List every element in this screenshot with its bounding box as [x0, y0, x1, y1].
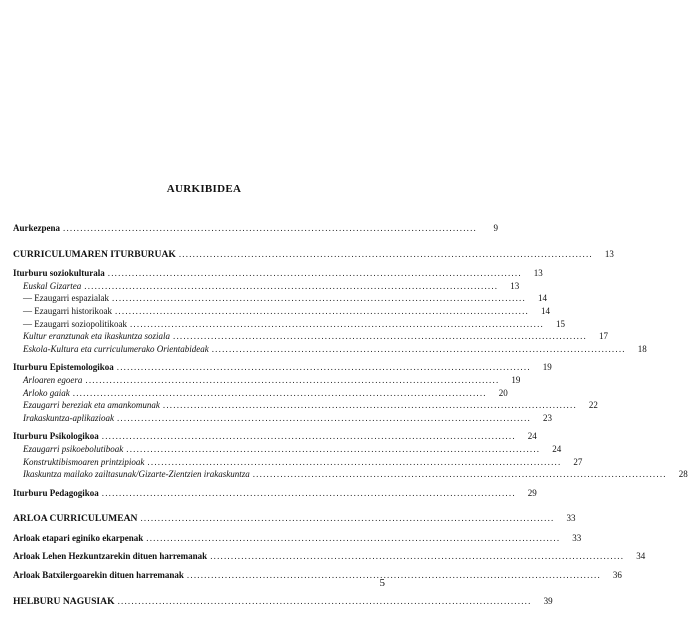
- toc-entry-label: — Ezaugarri espazialak: [23, 293, 109, 304]
- toc-entry-label: — Ezaugarri historikoak: [23, 305, 112, 316]
- leader-dots: ........................................................................................................................: [85, 374, 500, 385]
- toc-entry-label: Euskal Gizartea: [23, 280, 82, 291]
- toc-entry[interactable]: [13, 248, 614, 262]
- toc-entry-page: 15: [555, 318, 565, 329]
- leader-dots: ........................................................................................................................: [63, 223, 477, 233]
- toc-entry[interactable]: [13, 399, 598, 412]
- leader-dots: ........................................................................................................................: [72, 387, 487, 398]
- toc-entry-label: Ikaskuntza mailako zailtasunak/Gizarte-Zientzien irakaskuntza: [23, 469, 250, 480]
- leader-dots: ........................................................................................................................: [84, 280, 499, 291]
- toc-entry-label: Arloaren egoera: [23, 374, 83, 385]
- toc-entry-label: Irakaskuntza-aplikazioak: [23, 412, 114, 423]
- toc-entry-page: 13: [533, 268, 543, 279]
- page-title: AURKIBIDEA: [166, 183, 242, 195]
- toc-entry[interactable]: [13, 595, 553, 609]
- toc-entry-page: 27: [573, 456, 583, 467]
- toc-entry-label: Iturburu Epistemologikoa: [13, 362, 114, 373]
- leader-dots: ........................................................................................................................: [162, 400, 577, 411]
- leader-dots: ........................................................................................................................: [178, 248, 593, 259]
- toc-entry-label: ARLOA CURRICULUMEAN: [13, 513, 138, 525]
- toc-entry-page: 17: [599, 331, 608, 342]
- leader-dots: ........................................................................................................................: [116, 362, 531, 373]
- toc-entry-label: Iturburu Pedagogikoa: [13, 487, 99, 498]
- toc-entry[interactable]: [13, 305, 550, 318]
- toc-entry[interactable]: [13, 487, 537, 500]
- toc-entry-page: 36: [612, 570, 622, 581]
- toc-entry-label: Arloak Batxilergoarekin dituen harremanak: [13, 570, 184, 581]
- toc-entry[interactable]: [13, 532, 582, 545]
- toc-entry[interactable]: [13, 330, 608, 343]
- toc-entry-page: 24: [527, 431, 537, 442]
- toc-entry-page: 24: [552, 443, 562, 454]
- toc-entry-label: Ezaugarri psikoebolutiboak: [23, 443, 124, 454]
- toc-entry[interactable]: [13, 292, 547, 305]
- toc-entry-label: Konstruktibismoaren printzipioak: [23, 456, 145, 467]
- toc-entry-page: 13: [604, 248, 614, 259]
- toc-entry-label: Ezaugarri bereziak eta amankomunak: [23, 400, 160, 411]
- leader-dots: ........................................................................................................................: [126, 443, 541, 454]
- toc-entry[interactable]: [13, 343, 647, 356]
- toc-entry-page: 20: [498, 387, 508, 398]
- toc-entry-label: Arloko gaiak: [23, 387, 70, 398]
- toc-entry-page: 39: [543, 595, 553, 606]
- toc-entry-page: 34: [636, 551, 646, 562]
- toc-entry[interactable]: [13, 412, 552, 425]
- toc-entry-page: 28: [678, 469, 688, 480]
- toc-entry-label: — Ezaugarri soziopolitikoak: [23, 318, 127, 329]
- toc-entry-label: Iturburu soziokulturala: [13, 268, 105, 279]
- toc-entry[interactable]: [13, 280, 520, 293]
- leader-dots: ........................................................................................................................: [117, 595, 532, 606]
- toc-entry-label: Kultur eranztunak eta ikaskuntza soziala: [23, 331, 170, 342]
- leader-dots: ........................................................................................................................: [252, 469, 667, 480]
- toc-entry-page: 18: [637, 343, 647, 354]
- toc-entry-label: HELBURU NAGUSIAK: [13, 595, 115, 607]
- toc-entry-page: 9: [493, 223, 498, 233]
- toc-entry[interactable]: [13, 387, 508, 400]
- toc-entry-label: CURRICULUMAREN ITURBURUAK: [13, 248, 176, 260]
- toc-entry[interactable]: [13, 569, 622, 582]
- table-of-contents: [13, 222, 688, 608]
- toc-entry-label: Eskola-Kultura eta curriculumerako Orientabideak: [23, 343, 209, 354]
- leader-dots: ........................................................................................................................: [173, 331, 587, 342]
- toc-entry[interactable]: [13, 468, 688, 481]
- toc-entry[interactable]: [13, 430, 537, 443]
- toc-entry-page: 33: [572, 532, 582, 543]
- toc-entry[interactable]: [13, 267, 543, 280]
- leader-dots: ........................................................................................................................: [111, 293, 526, 304]
- toc-entry[interactable]: [13, 318, 565, 331]
- leader-dots: ........................................................................................................................: [129, 318, 544, 329]
- leader-dots: ........................................................................................................................: [116, 412, 531, 423]
- toc-entry-label: Iturburu Psikologikoa: [13, 431, 99, 442]
- leader-dots: ........................................................................................................................: [140, 513, 555, 524]
- toc-entry-page: 29: [527, 487, 537, 498]
- toc-entry-page: 14: [540, 305, 550, 316]
- toc-entry-label: Aurkezpena: [13, 223, 60, 233]
- toc-entry[interactable]: [13, 512, 576, 526]
- toc-entry[interactable]: [13, 374, 521, 387]
- page-number: 5: [379, 577, 385, 589]
- toc-entry-page: 19: [542, 362, 552, 373]
- toc-entry-page: 22: [588, 400, 598, 411]
- leader-dots: ........................................................................................................................: [101, 431, 516, 442]
- toc-entry-label: Arloak Lehen Hezkuntzarekin dituen harremanak: [13, 551, 208, 562]
- toc-entry[interactable]: [13, 456, 583, 469]
- toc-entry-page: 14: [537, 293, 547, 304]
- toc-entry-label: Arloak etapari eginiko ekarpenak: [13, 532, 144, 543]
- toc-entry[interactable]: [13, 443, 562, 456]
- leader-dots: ........................................................................................................................: [114, 305, 529, 316]
- toc-entry-page: 23: [542, 412, 552, 423]
- toc-entry[interactable]: [13, 550, 646, 563]
- leader-dots: ........................................................................................................................: [211, 343, 626, 354]
- leader-dots: ........................................................................................................................: [101, 487, 516, 498]
- leader-dots: ........................................................................................................................: [107, 268, 522, 279]
- leader-dots: ........................................................................................................................: [210, 551, 625, 562]
- toc-entry-page: 19: [511, 374, 521, 385]
- toc-entry-page: 13: [510, 280, 520, 291]
- toc-entry[interactable]: [13, 222, 498, 235]
- leader-dots: ........................................................................................................................: [147, 456, 562, 467]
- toc-entry[interactable]: [13, 361, 552, 374]
- toc-entry-page: 33: [566, 513, 576, 524]
- leader-dots: ........................................................................................................................: [186, 570, 601, 581]
- leader-dots: ........................................................................................................................: [146, 532, 561, 543]
